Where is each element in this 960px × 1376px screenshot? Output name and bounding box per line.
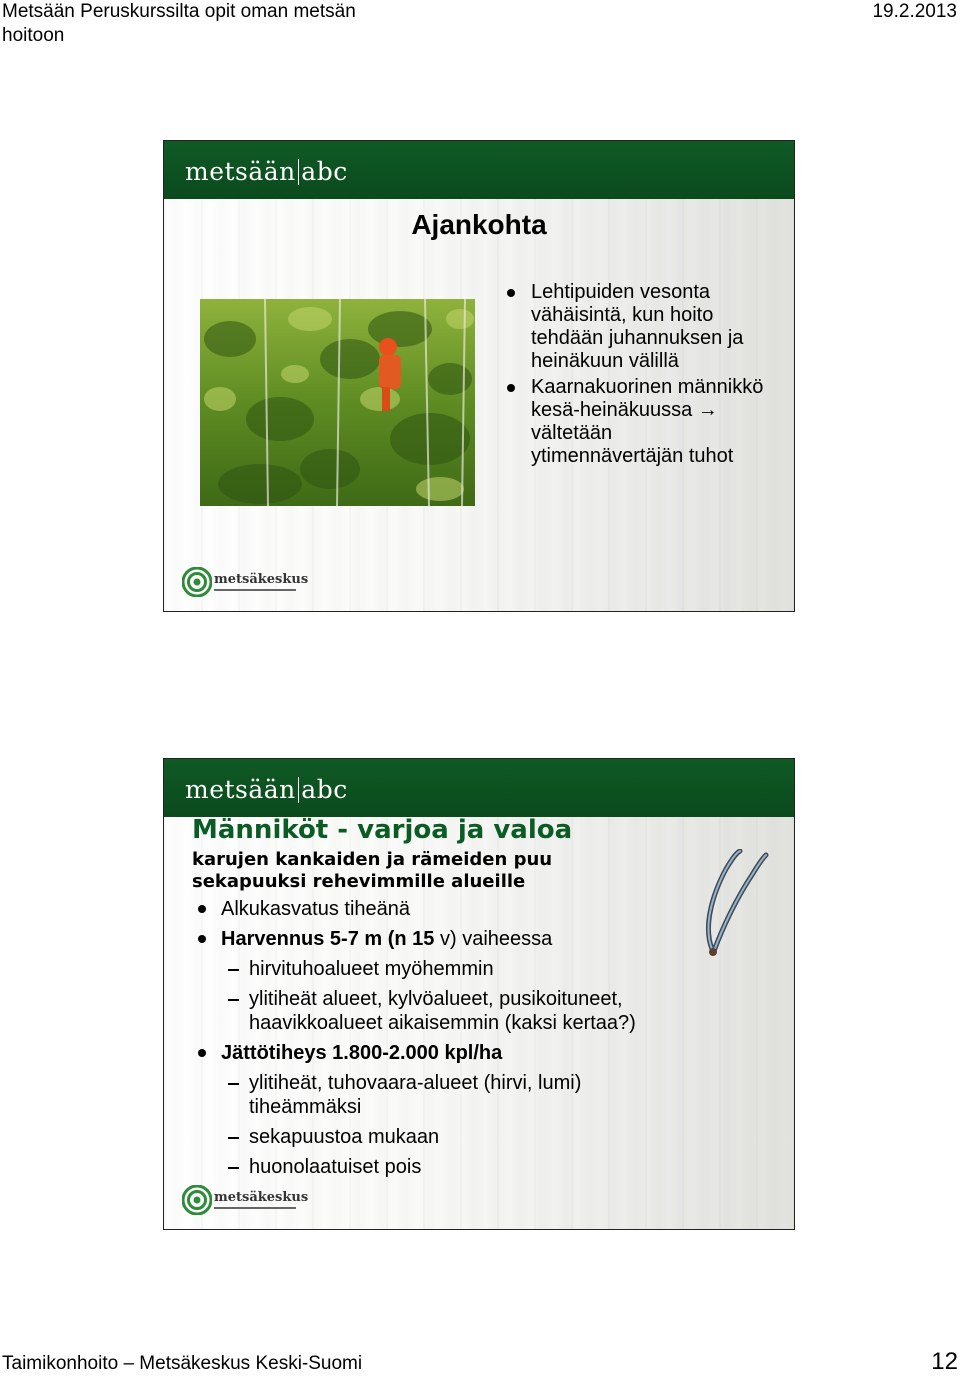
bullet-list	[507, 281, 767, 471]
list-item: ylitiheät alueet, kylvöalueet, pusikoituneet, haavikkoalueet aikaisemmin (kaksi kertaa?)	[194, 987, 664, 1035]
list-item: Harvennus 5-7 m (n 15 v) vaiheessa	[194, 927, 664, 951]
metsakeskus-logo: metsäkeskus	[182, 1185, 302, 1217]
brand-logo: metsään abc	[185, 775, 348, 804]
slide-title: Ajankohta	[411, 209, 547, 240]
target-icon	[182, 1185, 212, 1215]
list-item: Jättötiheys 1.800-2.000 kpl/ha	[194, 1041, 664, 1065]
forest-worker-photo	[200, 299, 475, 506]
target-icon	[182, 567, 212, 597]
list-item: Kaarnakuorinen männikkö kesä-heinäkuussa → vältetään ytimennävertäjän tuhot	[507, 376, 767, 468]
document-footer-text: Taimikonhoito – Metsäkeskus Keski-Suomi	[2, 1353, 363, 1374]
pine-needles-icon	[690, 849, 770, 959]
document-header-title: Metsään Peruskurssilta opit oman metsän hoitoon	[2, 1, 356, 46]
slide-title: Männiköt - varjoa ja valoa	[192, 815, 573, 845]
slide-header-bar	[164, 141, 794, 199]
document-header-date: 19.2.2013	[872, 1, 957, 22]
slide-subtitle: karujen kankaiden ja rämeiden puu sekapuuksi rehevimmille alueille	[192, 849, 553, 892]
bullet-list	[194, 897, 664, 1185]
list-item: sekapuustoa mukaan	[194, 1125, 664, 1149]
metsakeskus-logo: metsäkeskus	[182, 567, 302, 599]
list-item: ylitiheät, tuhovaara-alueet (hirvi, lumi) tiheämmäksi	[194, 1071, 664, 1119]
slide-header-bar	[164, 759, 794, 817]
brand-logo: metsään abc	[185, 157, 348, 186]
list-item: Alkukasvatus tiheänä	[194, 897, 664, 921]
list-item: huonolaatuiset pois	[194, 1155, 664, 1179]
list-item: hirvituhoalueet myöhemmin	[194, 957, 664, 981]
list-item: Lehtipuiden vesonta vähäisintä, kun hoito tehdään juhannuksen ja heinäkuun välillä	[507, 281, 767, 373]
slide-ajankohta	[163, 140, 795, 612]
slide-mannikot	[163, 758, 795, 1230]
page-number: 12	[931, 1348, 958, 1375]
